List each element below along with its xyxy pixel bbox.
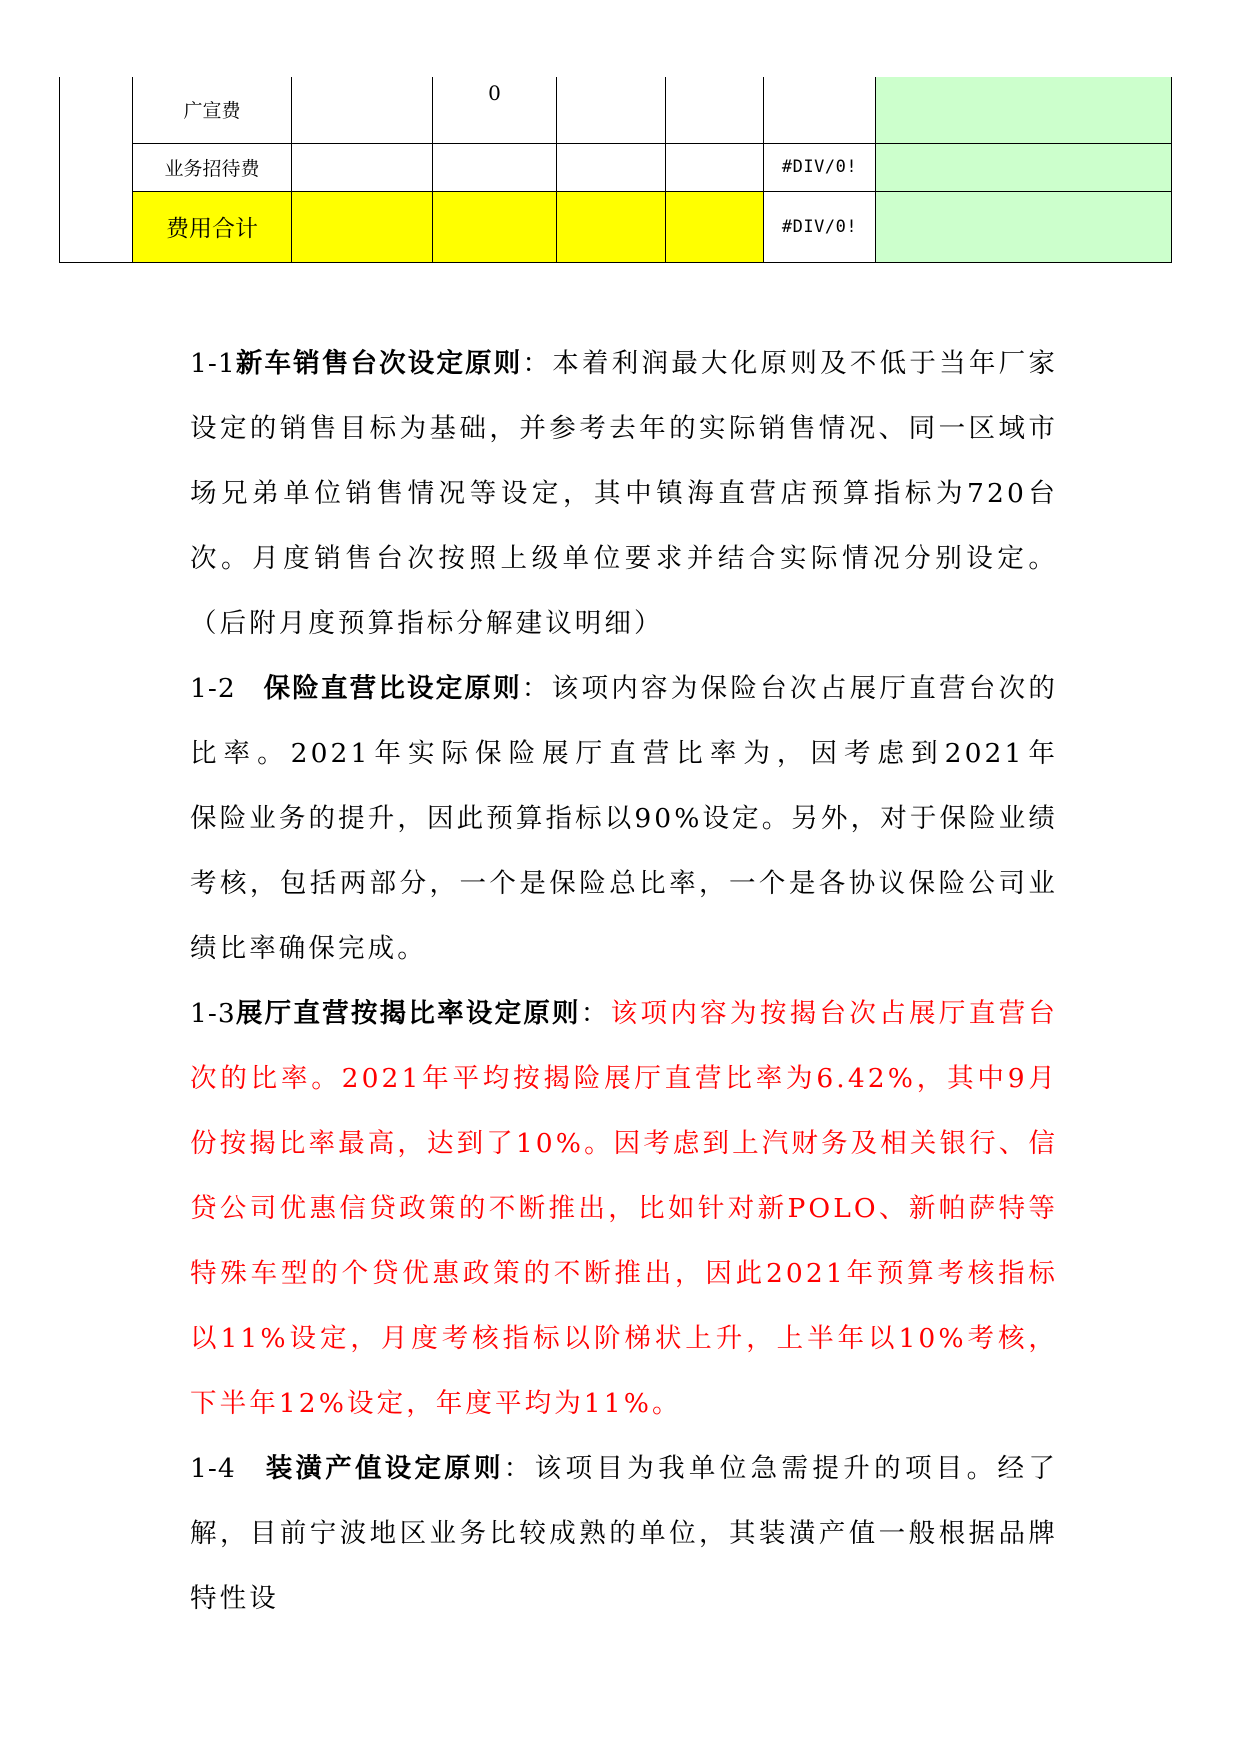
section-colon: ： xyxy=(522,348,553,379)
table-cell xyxy=(433,77,557,143)
section-colon: ： xyxy=(521,673,552,704)
table-cell xyxy=(764,77,876,143)
section-1-3 xyxy=(190,981,1058,1436)
section-number: 1-2 xyxy=(190,673,264,704)
table-row xyxy=(60,191,1172,262)
expense-table xyxy=(59,77,1172,263)
section-body-highlighted: 该项内容为按揭台次占展厅直营台次的比率。2021年平均按揭险展厅直营比率为6.42%，其中9月份按揭比率最高，达到了10%。因考虑到上汽财务及相关银行、信贷公司优惠信贷政策的不断推出，比如针对新POLO、新帕萨特等特殊车型的个贷优惠政策的不断推出，因此2021年预算考核指标以11%设定，月度考核指标以阶梯状上升，上半年以10%考核，下半年12%设定，年度平均为11%。 xyxy=(190,998,1059,1419)
section-heading: 展厅直营按揭比率设定原则 xyxy=(235,998,581,1029)
table-cell xyxy=(557,143,666,191)
section-body: 该项内容为保险台次占展厅直营台次的比率。2021年实际保险展厅直营比率为，因考虑到2021年 保险业务的提升，因此预算指标以90%设定。另外，对于保险业绩考核，包括两部分，一个是保险总比率，一个是各协议保险公司业绩比率确保完成。 xyxy=(190,673,1118,964)
section-1-1 xyxy=(190,331,1058,656)
row-label: 广宣费 xyxy=(133,77,292,143)
section-heading: 新车销售台次设定原则 xyxy=(235,348,523,379)
error-cell: #DIV/0! xyxy=(764,191,876,262)
section-1-4 xyxy=(190,1436,1058,1631)
green-cell xyxy=(876,143,1172,191)
section-number: 1-4 xyxy=(190,1453,266,1484)
error-cell: #DIV/0! xyxy=(764,143,876,191)
cell-value: 0 xyxy=(488,81,501,105)
table-cell xyxy=(292,191,433,262)
section-1-2 xyxy=(190,656,1118,981)
section-heading: 装潢产值设定原则 xyxy=(265,1453,504,1484)
table-cell xyxy=(666,191,764,262)
table-row xyxy=(60,143,1172,191)
merged-category-cell xyxy=(60,77,133,262)
table-cell xyxy=(433,143,557,191)
section-number: 1-1 xyxy=(190,348,236,379)
row-label-total: 费用合计 xyxy=(133,191,292,262)
table-cell xyxy=(292,77,433,143)
section-colon: ： xyxy=(580,998,611,1029)
table-cell xyxy=(292,143,433,191)
table-cell xyxy=(557,77,666,143)
table-cell xyxy=(557,191,666,262)
section-colon: ： xyxy=(503,1453,535,1484)
table-cell xyxy=(666,143,764,191)
green-cell xyxy=(876,77,1172,143)
section-number: 1-3 xyxy=(190,998,236,1029)
table-cell xyxy=(433,191,557,262)
section-heading: 保险直营比设定原则 xyxy=(263,673,522,704)
green-cell xyxy=(876,191,1172,262)
table-cell xyxy=(666,77,764,143)
row-label: 业务招待费 xyxy=(133,143,292,191)
table-row xyxy=(60,77,1172,143)
section-body: 本着利润最大化原则及不低于当年厂家设定的销售目标为基础，并参考去年的实际销售情况、同一区域市场兄弟单位销售情况等设定，其中镇海直营店预算指标为720台次。月度销售台次按照上级单位要求并结合实际情况分别设定。（后附月度预算指标分解建议明细） xyxy=(190,348,1059,639)
section-body: 该项目为我单位急需提升的项目。经了解，目前宁波地区业务比较成熟的单位，其装潢产值一般根据品牌特性设 xyxy=(190,1453,1058,1614)
